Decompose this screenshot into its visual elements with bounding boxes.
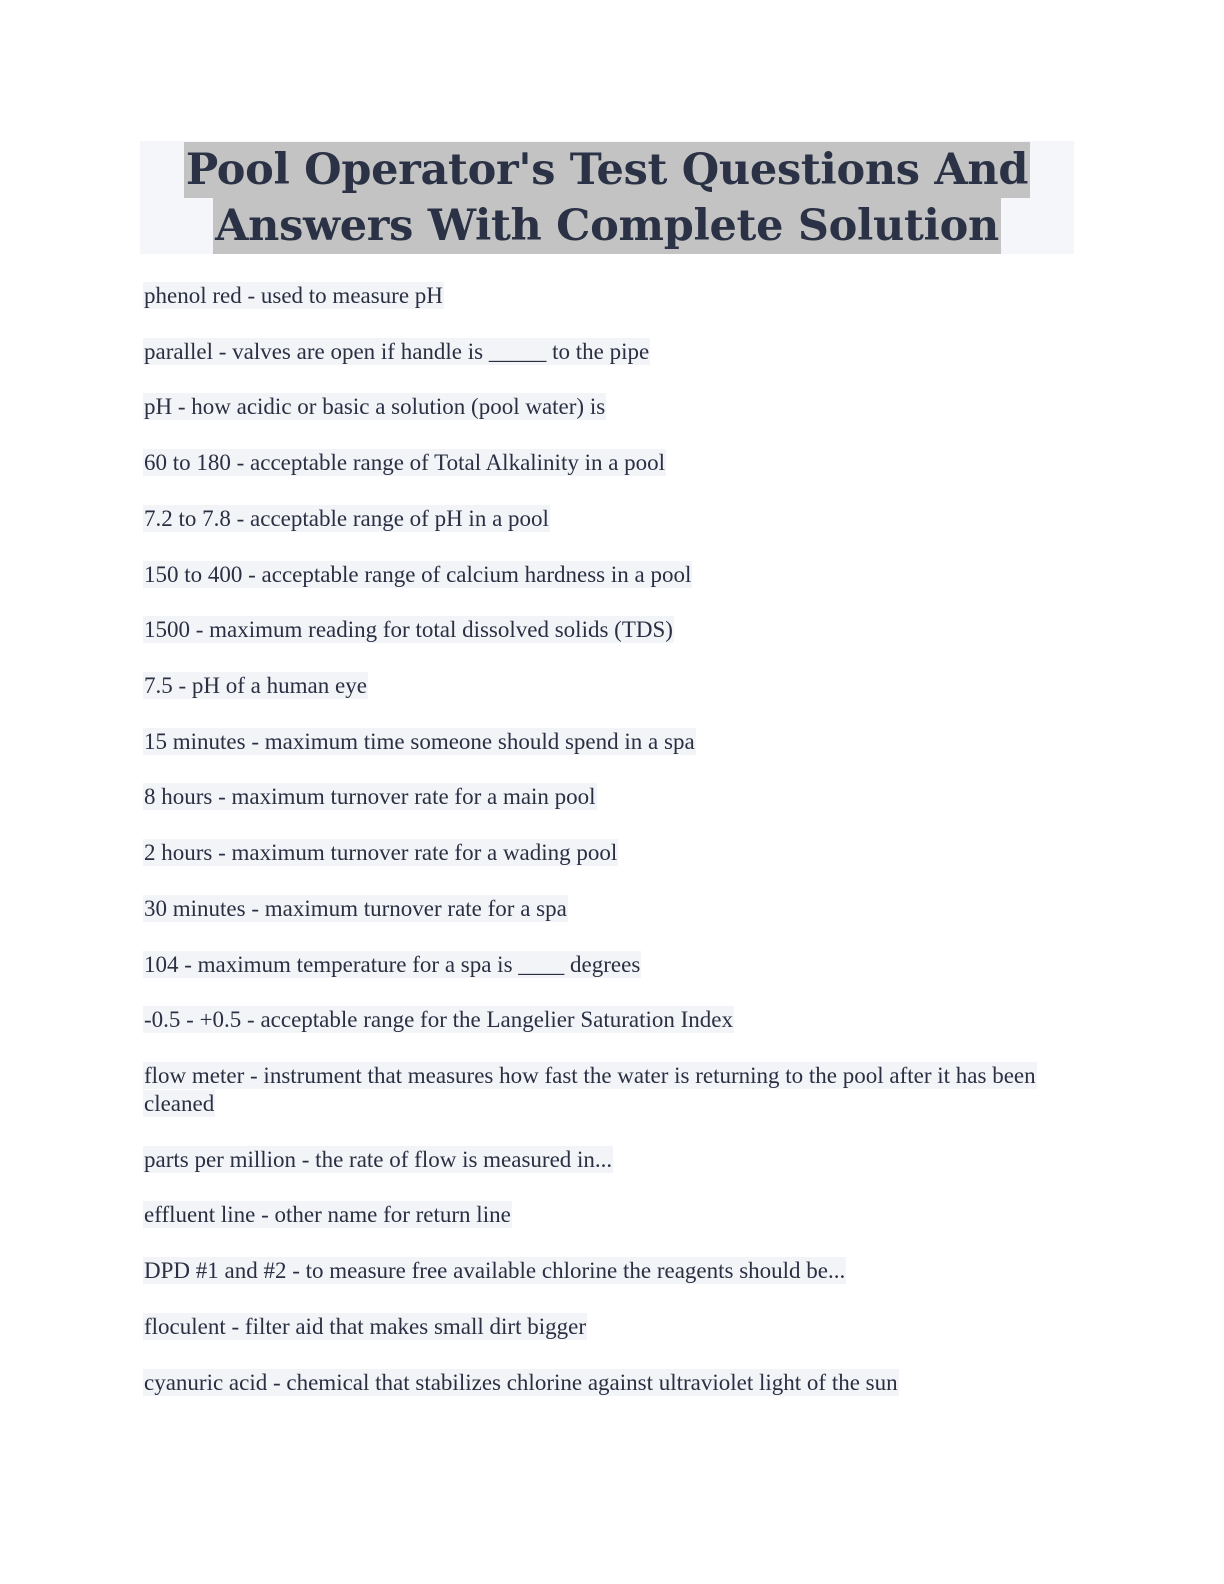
qa-item: 150 to 400 - acceptable range of calcium hardness in a pool (144, 562, 692, 587)
qa-item: 30 minutes - maximum turnover rate for a spa (144, 896, 567, 921)
qa-item: 2 hours - maximum turnover rate for a wading pool (144, 840, 618, 865)
qa-item: 7.5 - pH of a human eye (144, 673, 367, 698)
qa-item: pH - how acidic or basic a solution (pool water) is (144, 394, 606, 419)
qa-item: 8 hours - maximum turnover rate for a main pool (144, 784, 596, 809)
qa-item: -0.5 - +0.5 - acceptable range for the Langelier Saturation Index (144, 1007, 733, 1032)
qa-item: parallel - valves are open if handle is _____ to the pipe (144, 339, 650, 364)
qa-item: DPD #1 and #2 - to measure free available chlorine the reagents should be... (144, 1258, 846, 1283)
qa-item: 7.2 to 7.8 - acceptable range of pH in a pool (144, 506, 549, 531)
title-line-2: Answers With Complete Solution (213, 198, 1001, 254)
qa-item: floculent - filter aid that makes small dirt bigger (144, 1314, 586, 1339)
qa-item: cyanuric acid - chemical that stabilizes chlorine against ultraviolet light of the sun (144, 1370, 898, 1395)
qa-item: phenol red - used to measure pH (144, 283, 443, 308)
qa-item: 104 - maximum temperature for a spa is ____ degrees (144, 952, 641, 977)
title-band (140, 141, 1074, 254)
qa-item: 15 minutes - maximum time someone should spend in a spa (144, 729, 695, 754)
page-title (140, 142, 1074, 254)
title-line-1: Pool Operator's Test Questions And (184, 142, 1030, 198)
qa-item: 60 to 180 - acceptable range of Total Alkalinity in a pool (144, 450, 666, 475)
qa-item: parts per million - the rate of flow is measured in... (144, 1147, 613, 1172)
qa-item: 1500 - maximum reading for total dissolved solids (TDS) (144, 617, 673, 642)
qa-item: flow meter - instrument that measures how fast the water is returning to the pool after it has been cleaned (144, 1063, 1036, 1116)
qa-item: effluent line - other name for return line (144, 1202, 511, 1227)
